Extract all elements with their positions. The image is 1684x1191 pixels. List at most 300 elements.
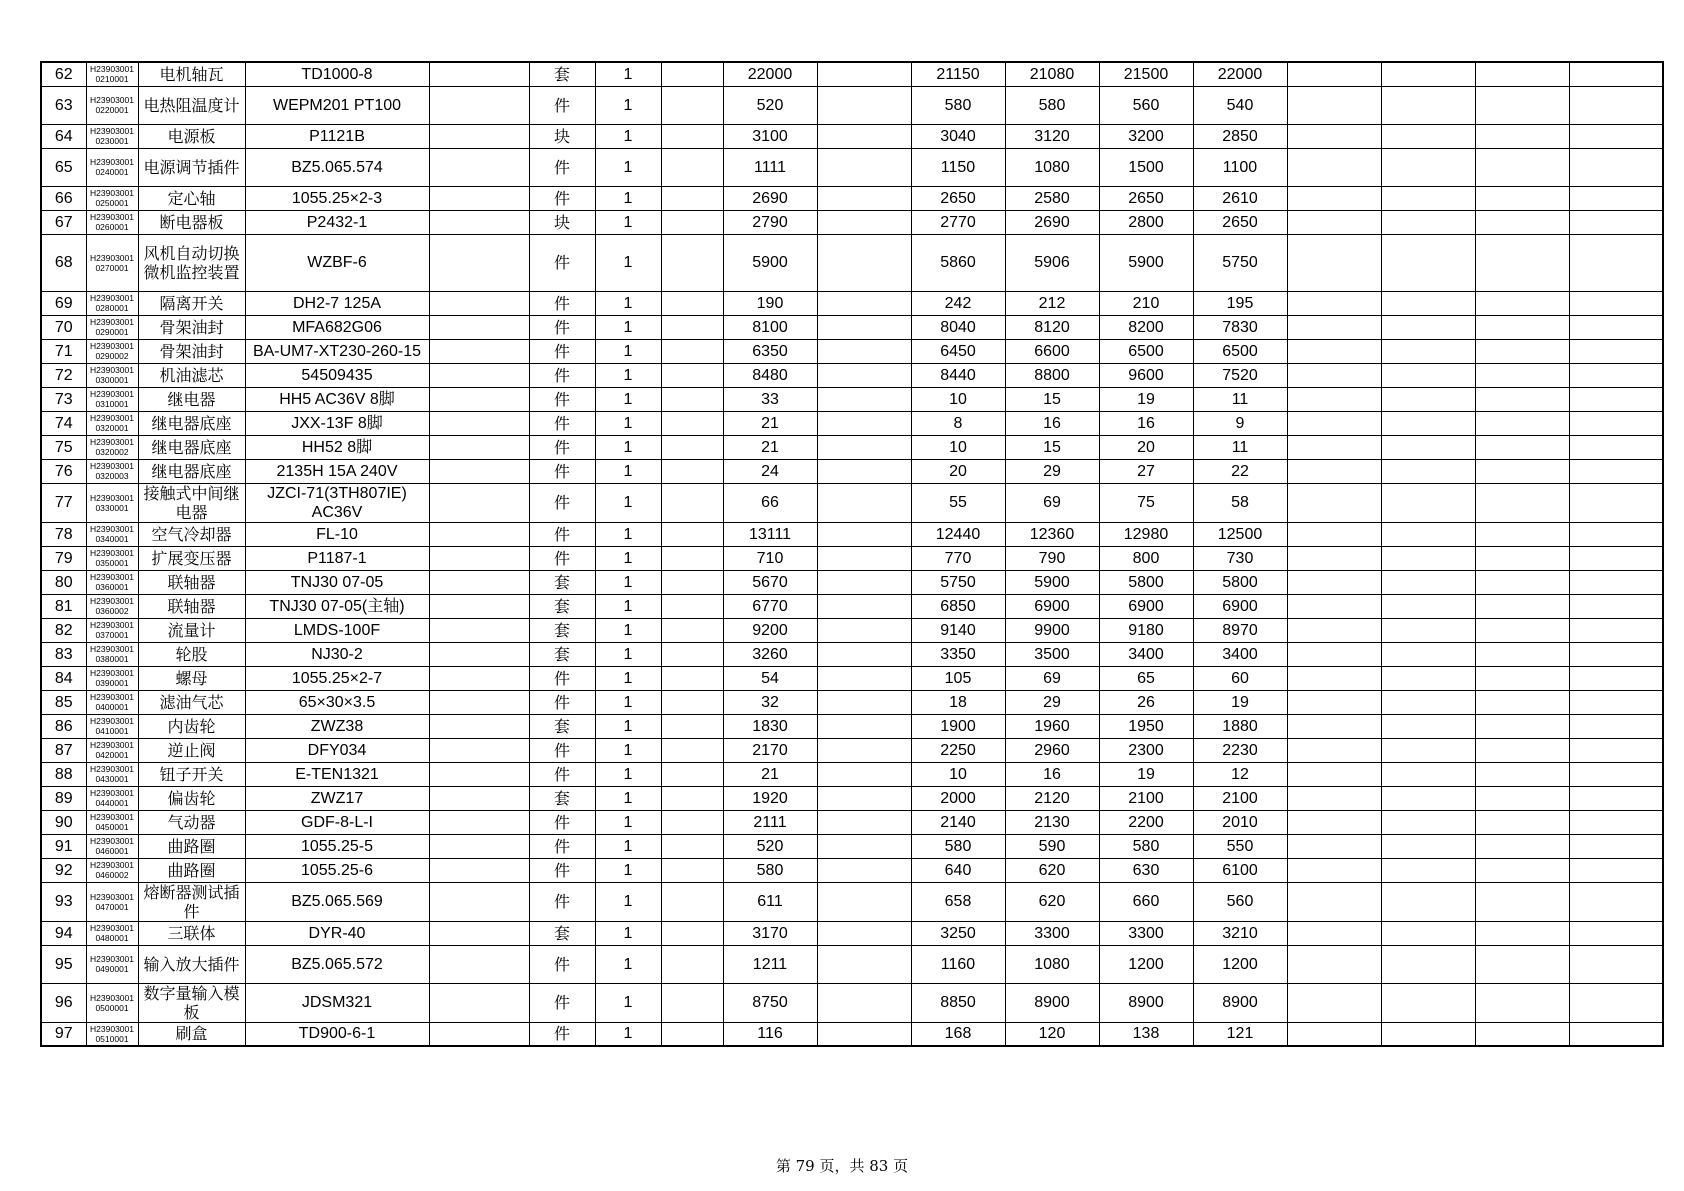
empty-cell xyxy=(429,738,529,762)
item-code-part: 0370001 xyxy=(95,630,129,640)
quote-3-cell: 16 xyxy=(1099,411,1193,435)
empty-cell xyxy=(1569,186,1663,210)
empty-cell xyxy=(817,921,911,945)
empty-cell xyxy=(661,339,723,363)
empty-cell xyxy=(817,315,911,339)
quote-1-cell: 3250 xyxy=(911,921,1005,945)
empty-cell xyxy=(429,435,529,459)
empty-cell xyxy=(1381,363,1475,387)
empty-cell xyxy=(1381,435,1475,459)
quote-4-cell: 6500 xyxy=(1193,339,1287,363)
empty-cell xyxy=(1569,339,1663,363)
unit-cell: 件 xyxy=(529,315,595,339)
empty-cell xyxy=(1381,690,1475,714)
quote-2-cell: 69 xyxy=(1005,483,1099,522)
quote-4-cell: 12 xyxy=(1193,762,1287,786)
empty-cell xyxy=(1569,86,1663,124)
unit-cell: 件 xyxy=(529,945,595,983)
empty-cell xyxy=(1475,786,1569,810)
quantity-cell: 1 xyxy=(595,642,661,666)
item-code-part: H23903001 xyxy=(90,740,134,750)
empty-cell xyxy=(817,210,911,234)
unit-cell: 件 xyxy=(529,148,595,186)
empty-cell xyxy=(1569,459,1663,483)
quote-4-cell: 60 xyxy=(1193,666,1287,690)
empty-cell xyxy=(1287,882,1381,921)
quote-4-cell: 7830 xyxy=(1193,315,1287,339)
empty-cell xyxy=(1475,186,1569,210)
table-row xyxy=(41,522,1663,546)
item-code-part: H23903001 xyxy=(90,812,134,822)
item-code-cell xyxy=(86,339,138,363)
item-code-part: H23903001 xyxy=(90,596,134,606)
price-cell: 8480 xyxy=(723,363,817,387)
empty-cell xyxy=(817,714,911,738)
empty-cell xyxy=(1569,210,1663,234)
table-row xyxy=(41,594,1663,618)
empty-cell xyxy=(1381,1022,1475,1046)
empty-cell xyxy=(429,411,529,435)
empty-cell xyxy=(429,148,529,186)
quote-4-cell: 22000 xyxy=(1193,62,1287,86)
price-cell: 2111 xyxy=(723,810,817,834)
item-code-cell xyxy=(86,124,138,148)
unit-cell: 件 xyxy=(529,546,595,570)
empty-cell xyxy=(1569,834,1663,858)
item-code-cell xyxy=(86,483,138,522)
item-name-cell: 熔断器测试插件 xyxy=(138,882,245,921)
empty-cell xyxy=(1475,234,1569,291)
empty-cell xyxy=(817,945,911,983)
empty-cell xyxy=(429,291,529,315)
row-number-cell: 65 xyxy=(41,148,86,186)
empty-cell xyxy=(1287,594,1381,618)
unit-cell: 件 xyxy=(529,234,595,291)
empty-cell xyxy=(1287,738,1381,762)
item-code-part: H23903001 xyxy=(90,644,134,654)
item-code-part: H23903001 xyxy=(90,788,134,798)
empty-cell xyxy=(817,86,911,124)
row-number-cell: 83 xyxy=(41,642,86,666)
quantity-cell: 1 xyxy=(595,291,661,315)
item-code-part: 0310001 xyxy=(95,399,129,409)
empty-cell xyxy=(1287,834,1381,858)
empty-cell xyxy=(429,234,529,291)
empty-cell xyxy=(1287,148,1381,186)
item-code-part: 0360002 xyxy=(95,606,129,616)
empty-cell xyxy=(1381,714,1475,738)
empty-cell xyxy=(1569,124,1663,148)
item-code-part: 0280001 xyxy=(95,303,129,313)
empty-cell xyxy=(1381,786,1475,810)
item-code-part: 0480001 xyxy=(95,933,129,943)
empty-cell xyxy=(1381,148,1475,186)
unit-cell: 件 xyxy=(529,387,595,411)
item-code-part: 0300001 xyxy=(95,375,129,385)
quote-1-cell: 12440 xyxy=(911,522,1005,546)
price-cell: 54 xyxy=(723,666,817,690)
empty-cell xyxy=(1287,642,1381,666)
item-code-cell xyxy=(86,921,138,945)
empty-cell xyxy=(661,86,723,124)
empty-cell xyxy=(1287,291,1381,315)
quote-3-cell: 12980 xyxy=(1099,522,1193,546)
quote-3-cell: 5800 xyxy=(1099,570,1193,594)
item-code-part: 0470001 xyxy=(95,901,129,912)
quote-4-cell: 7520 xyxy=(1193,363,1287,387)
row-number-cell: 76 xyxy=(41,459,86,483)
quote-4-cell: 121 xyxy=(1193,1022,1287,1046)
table-row xyxy=(41,234,1663,291)
row-number-cell: 70 xyxy=(41,315,86,339)
price-cell: 190 xyxy=(723,291,817,315)
item-code-part: H23903001 xyxy=(90,413,134,423)
empty-cell xyxy=(661,435,723,459)
item-name-cell: 电机轴瓦 xyxy=(138,62,245,86)
item-code-cell xyxy=(86,186,138,210)
quote-3-cell: 8900 xyxy=(1099,983,1193,1022)
quote-3-cell: 6500 xyxy=(1099,339,1193,363)
unit-cell: 套 xyxy=(529,642,595,666)
price-cell: 24 xyxy=(723,459,817,483)
empty-cell xyxy=(1475,86,1569,124)
empty-cell xyxy=(817,459,911,483)
item-code-part: 0240001 xyxy=(95,167,129,177)
empty-cell xyxy=(661,62,723,86)
item-code-cell xyxy=(86,738,138,762)
item-code-part: 0250001 xyxy=(95,198,129,208)
item-spec-cell: DFY034 xyxy=(245,738,429,762)
item-spec-cell: HH5 AC36V 8脚 xyxy=(245,387,429,411)
empty-cell xyxy=(1381,459,1475,483)
quantity-cell: 1 xyxy=(595,435,661,459)
price-cell: 580 xyxy=(723,858,817,882)
price-cell: 8100 xyxy=(723,315,817,339)
item-spec-cell: DYR-40 xyxy=(245,921,429,945)
item-name-cell: 接触式中间继电器 xyxy=(138,483,245,522)
item-name-cell: 定心轴 xyxy=(138,186,245,210)
unit-cell: 件 xyxy=(529,810,595,834)
quantity-cell: 1 xyxy=(595,483,661,522)
empty-cell xyxy=(1569,594,1663,618)
empty-cell xyxy=(661,148,723,186)
empty-cell xyxy=(817,546,911,570)
item-code-part: 0380001 xyxy=(95,654,129,664)
table-row xyxy=(41,858,1663,882)
table-row xyxy=(41,483,1663,522)
empty-cell xyxy=(1475,570,1569,594)
empty-cell xyxy=(429,522,529,546)
item-name-cell: 输入放大插件 xyxy=(138,945,245,983)
item-name-cell: 空气冷却器 xyxy=(138,522,245,546)
quote-4-cell: 1200 xyxy=(1193,945,1287,983)
quantity-cell: 1 xyxy=(595,186,661,210)
item-spec-cell: BZ5.065.574 xyxy=(245,148,429,186)
empty-cell xyxy=(661,858,723,882)
empty-cell xyxy=(1287,858,1381,882)
item-code-part: H23903001 xyxy=(90,548,134,558)
item-code-cell xyxy=(86,148,138,186)
quote-2-cell: 8900 xyxy=(1005,983,1099,1022)
quote-1-cell: 5750 xyxy=(911,570,1005,594)
quote-1-cell: 9140 xyxy=(911,618,1005,642)
quote-1-cell: 242 xyxy=(911,291,1005,315)
item-code-cell xyxy=(86,810,138,834)
unit-cell: 套 xyxy=(529,594,595,618)
quote-2-cell: 620 xyxy=(1005,882,1099,921)
item-code-part: 0490001 xyxy=(95,964,129,974)
row-number-cell: 82 xyxy=(41,618,86,642)
quote-2-cell: 1080 xyxy=(1005,945,1099,983)
quote-2-cell: 5906 xyxy=(1005,234,1099,291)
item-code-part: H23903001 xyxy=(90,365,134,375)
quantity-cell: 1 xyxy=(595,858,661,882)
empty-cell xyxy=(1569,714,1663,738)
quantity-cell: 1 xyxy=(595,666,661,690)
item-spec-cell: MFA682G06 xyxy=(245,315,429,339)
item-code-cell xyxy=(86,666,138,690)
item-name-cell: 刷盒 xyxy=(138,1022,245,1046)
table-row xyxy=(41,570,1663,594)
unit-cell: 件 xyxy=(529,186,595,210)
quote-1-cell: 10 xyxy=(911,387,1005,411)
quote-2-cell: 5900 xyxy=(1005,570,1099,594)
quote-3-cell: 75 xyxy=(1099,483,1193,522)
item-code-cell xyxy=(86,858,138,882)
item-code-part: 0320003 xyxy=(95,471,129,481)
unit-cell: 件 xyxy=(529,666,595,690)
quote-1-cell: 2000 xyxy=(911,786,1005,810)
quote-3-cell: 1200 xyxy=(1099,945,1193,983)
empty-cell xyxy=(1287,483,1381,522)
empty-cell xyxy=(817,387,911,411)
item-spec-cell: 1055.25×2-3 xyxy=(245,186,429,210)
empty-cell xyxy=(661,387,723,411)
table-row xyxy=(41,124,1663,148)
quantity-cell: 1 xyxy=(595,124,661,148)
item-spec-cell: JDSM321 xyxy=(245,983,429,1022)
empty-cell xyxy=(429,858,529,882)
empty-cell xyxy=(1475,62,1569,86)
row-number-cell: 87 xyxy=(41,738,86,762)
empty-cell xyxy=(661,618,723,642)
item-code-part: 0260001 xyxy=(95,222,129,232)
empty-cell xyxy=(661,642,723,666)
row-number-cell: 71 xyxy=(41,339,86,363)
quote-2-cell: 6900 xyxy=(1005,594,1099,618)
empty-cell xyxy=(429,618,529,642)
quote-1-cell: 3040 xyxy=(911,124,1005,148)
empty-cell xyxy=(1287,124,1381,148)
empty-cell xyxy=(661,690,723,714)
quote-3-cell: 3400 xyxy=(1099,642,1193,666)
empty-cell xyxy=(429,1022,529,1046)
quote-1-cell: 8850 xyxy=(911,983,1005,1022)
quantity-cell: 1 xyxy=(595,945,661,983)
price-cell: 1211 xyxy=(723,945,817,983)
empty-cell xyxy=(1287,86,1381,124)
empty-cell xyxy=(1287,62,1381,86)
empty-cell xyxy=(429,387,529,411)
item-spec-cell: FL-10 xyxy=(245,522,429,546)
item-name-cell: 滤油气芯 xyxy=(138,690,245,714)
price-cell: 9200 xyxy=(723,618,817,642)
quote-4-cell: 540 xyxy=(1193,86,1287,124)
quote-4-cell: 6900 xyxy=(1193,594,1287,618)
quantity-cell: 1 xyxy=(595,62,661,86)
quote-4-cell: 3400 xyxy=(1193,642,1287,666)
table-row xyxy=(41,62,1663,86)
quote-3-cell: 138 xyxy=(1099,1022,1193,1046)
price-cell: 611 xyxy=(723,882,817,921)
item-code-part: H23903001 xyxy=(90,157,134,167)
empty-cell xyxy=(429,762,529,786)
item-code-part: H23903001 xyxy=(90,126,134,136)
unit-cell: 件 xyxy=(529,858,595,882)
unit-cell: 件 xyxy=(529,738,595,762)
quote-1-cell: 770 xyxy=(911,546,1005,570)
quote-3-cell: 2100 xyxy=(1099,786,1193,810)
unit-cell: 件 xyxy=(529,363,595,387)
table-row xyxy=(41,882,1663,921)
empty-cell xyxy=(1287,411,1381,435)
unit-cell: 套 xyxy=(529,62,595,86)
item-spec-cell: JXX-13F 8脚 xyxy=(245,411,429,435)
quote-3-cell: 3200 xyxy=(1099,124,1193,148)
row-number-cell: 86 xyxy=(41,714,86,738)
item-code-part: H23903001 xyxy=(90,1023,134,1034)
table-row xyxy=(41,291,1663,315)
empty-cell xyxy=(1381,62,1475,86)
empty-cell xyxy=(1569,945,1663,983)
quote-4-cell: 11 xyxy=(1193,435,1287,459)
item-code-part: 0460002 xyxy=(95,870,129,880)
empty-cell xyxy=(1569,983,1663,1022)
item-code-cell xyxy=(86,291,138,315)
empty-cell xyxy=(1381,945,1475,983)
empty-cell xyxy=(817,762,911,786)
table-row xyxy=(41,642,1663,666)
empty-cell xyxy=(1475,124,1569,148)
quote-4-cell: 2230 xyxy=(1193,738,1287,762)
empty-cell xyxy=(1287,690,1381,714)
empty-cell xyxy=(429,921,529,945)
empty-cell xyxy=(661,714,723,738)
price-cell: 2690 xyxy=(723,186,817,210)
unit-cell: 套 xyxy=(529,786,595,810)
empty-cell xyxy=(1381,834,1475,858)
empty-cell xyxy=(1381,483,1475,522)
row-number-cell: 89 xyxy=(41,786,86,810)
empty-cell xyxy=(1475,882,1569,921)
item-name-cell: 继电器 xyxy=(138,387,245,411)
item-code-part: 0350001 xyxy=(95,558,129,568)
price-cell: 3260 xyxy=(723,642,817,666)
price-cell: 1111 xyxy=(723,148,817,186)
empty-cell xyxy=(1475,738,1569,762)
empty-cell xyxy=(1381,642,1475,666)
empty-cell xyxy=(817,291,911,315)
item-code-part: H23903001 xyxy=(90,212,134,222)
empty-cell xyxy=(1475,411,1569,435)
price-cell: 6350 xyxy=(723,339,817,363)
empty-cell xyxy=(817,124,911,148)
quantity-cell: 1 xyxy=(595,594,661,618)
quote-2-cell: 16 xyxy=(1005,762,1099,786)
quantity-cell: 1 xyxy=(595,234,661,291)
unit-cell: 件 xyxy=(529,762,595,786)
price-cell: 116 xyxy=(723,1022,817,1046)
empty-cell xyxy=(1569,570,1663,594)
item-code-part: 0450001 xyxy=(95,822,129,832)
item-code-cell xyxy=(86,435,138,459)
item-code-part: 0220001 xyxy=(95,105,129,115)
empty-cell xyxy=(1287,666,1381,690)
item-name-cell: 螺母 xyxy=(138,666,245,690)
item-code-part: H23903001 xyxy=(90,437,134,447)
row-number-cell: 80 xyxy=(41,570,86,594)
empty-cell xyxy=(1475,618,1569,642)
quote-3-cell: 800 xyxy=(1099,546,1193,570)
quote-3-cell: 6900 xyxy=(1099,594,1193,618)
empty-cell xyxy=(1475,762,1569,786)
unit-cell: 件 xyxy=(529,339,595,363)
empty-cell xyxy=(817,1022,911,1046)
price-cell: 21 xyxy=(723,411,817,435)
item-code-cell xyxy=(86,86,138,124)
empty-cell xyxy=(661,1022,723,1046)
quote-4-cell: 3210 xyxy=(1193,921,1287,945)
unit-cell: 块 xyxy=(529,124,595,148)
empty-cell xyxy=(817,882,911,921)
empty-cell xyxy=(661,546,723,570)
item-code-cell xyxy=(86,882,138,921)
quote-3-cell: 560 xyxy=(1099,86,1193,124)
quote-4-cell: 550 xyxy=(1193,834,1287,858)
table-row xyxy=(41,210,1663,234)
quote-4-cell: 2010 xyxy=(1193,810,1287,834)
item-code-part: H23903001 xyxy=(90,668,134,678)
price-cell: 3100 xyxy=(723,124,817,148)
quote-3-cell: 1950 xyxy=(1099,714,1193,738)
table-row xyxy=(41,666,1663,690)
item-code-part: H23903001 xyxy=(90,764,134,774)
item-code-part: H23903001 xyxy=(90,620,134,630)
empty-cell xyxy=(661,411,723,435)
quote-4-cell: 1880 xyxy=(1193,714,1287,738)
item-name-cell: 气动器 xyxy=(138,810,245,834)
table-row xyxy=(41,945,1663,983)
item-spec-cell: TD1000-8 xyxy=(245,62,429,86)
empty-cell xyxy=(1569,690,1663,714)
empty-cell xyxy=(429,315,529,339)
item-spec-cell: TNJ30 07-05 xyxy=(245,570,429,594)
quote-2-cell: 6600 xyxy=(1005,339,1099,363)
item-code-part: 0290002 xyxy=(95,351,129,361)
table-row xyxy=(41,921,1663,945)
item-name-cell: 骨架油封 xyxy=(138,339,245,363)
empty-cell xyxy=(1569,435,1663,459)
unit-cell: 件 xyxy=(529,690,595,714)
empty-cell xyxy=(817,148,911,186)
empty-cell xyxy=(429,594,529,618)
item-spec-cell: 1055.25-5 xyxy=(245,834,429,858)
empty-cell xyxy=(661,210,723,234)
item-name-cell: 偏齿轮 xyxy=(138,786,245,810)
item-name-cell: 骨架油封 xyxy=(138,315,245,339)
empty-cell xyxy=(1475,834,1569,858)
table-row xyxy=(41,363,1663,387)
